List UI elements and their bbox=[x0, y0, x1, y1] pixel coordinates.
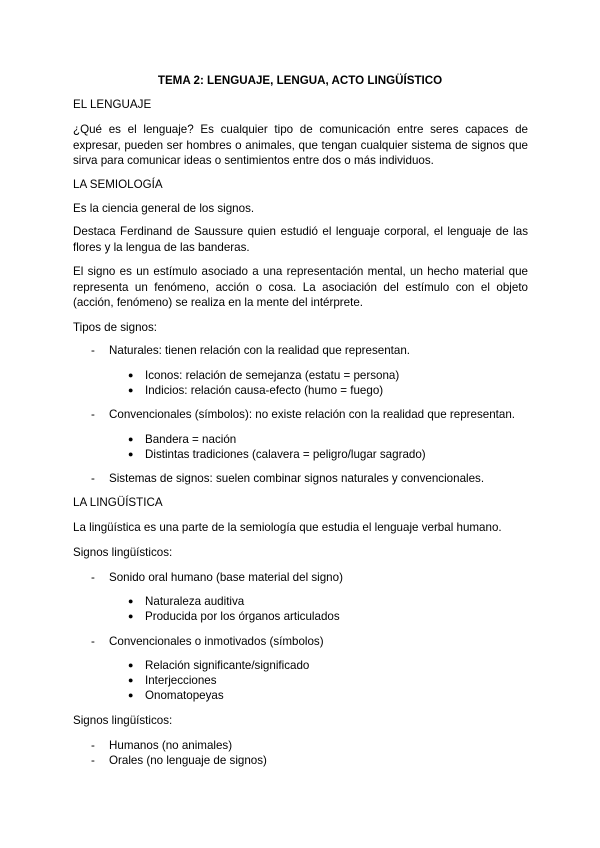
types-label: Tipos de signos: bbox=[73, 321, 157, 334]
para-saussure: Destaca Ferdinand de Saussure quien estudió el lenguaje corporal, el lenguaje de las flores y la lengua de las banderas. bbox=[73, 225, 528, 254]
item-interjecciones: Interjecciones bbox=[145, 674, 217, 687]
page-title: TEMA 2: LENGUAJE, LENGUA, ACTO LINGÜÍSTICO bbox=[157, 74, 443, 87]
bullet-marker: ● bbox=[128, 596, 134, 606]
dash-marker: - bbox=[91, 408, 95, 421]
dash-marker: - bbox=[91, 472, 95, 485]
bullet-marker: ● bbox=[128, 449, 134, 459]
item-producida: Producida por los órganos articulados bbox=[145, 610, 340, 623]
item-tradiciones: Distintas tradiciones (calavera = peligro/lugar sagrado) bbox=[145, 448, 426, 461]
item-convencionales: Convencionales (símbolos): no existe relación con la realidad que representan. bbox=[109, 408, 516, 421]
item-iconos: Iconos: relación de semejanza (estatu = persona) bbox=[145, 369, 400, 382]
item-naturaleza: Naturaleza auditiva bbox=[145, 595, 245, 608]
label-signos-2: Signos lingüísticos: bbox=[73, 714, 173, 727]
para-semiologia-def: Es la ciencia general de los signos. bbox=[73, 202, 255, 215]
bullet-marker: ● bbox=[128, 675, 134, 685]
item-onomatopeyas: Onomatopeyas bbox=[145, 689, 224, 702]
heading-linguistica: LA LINGÜÍSTICA bbox=[73, 496, 163, 509]
dash-marker: - bbox=[91, 635, 95, 648]
bullet-marker: ● bbox=[128, 611, 134, 621]
item-sistemas: Sistemas de signos: suelen combinar signos naturales y convencionales. bbox=[109, 472, 485, 485]
bullet-marker: ● bbox=[128, 434, 134, 444]
bullet-marker: ● bbox=[128, 385, 134, 395]
item-relacion: Relación significante/significado bbox=[145, 659, 310, 672]
dash-marker: - bbox=[91, 571, 95, 584]
label-signos-1: Signos lingüísticos: bbox=[73, 546, 173, 559]
para-linguistica: La lingüística es una parte de la semiología que estudia el lenguaje verbal humano. bbox=[73, 521, 502, 534]
item-sonido: Sonido oral humano (base material del signo) bbox=[109, 571, 343, 584]
item-bandera: Bandera = nación bbox=[145, 433, 237, 446]
item-humanos: Humanos (no animales) bbox=[109, 739, 233, 752]
bullet-marker: ● bbox=[128, 660, 134, 670]
para-lenguaje: ¿Qué es el lenguaje? Es cualquier tipo de comunicación entre seres capaces de expresar, pueden ser hombres o animales, que tengan cualquier sistema de signos que sirva para comunicar ideas o sentimientos entre dos o más individuos. bbox=[73, 123, 528, 167]
item-indicios: Indicios: relación causa-efecto (humo = fuego) bbox=[145, 384, 384, 397]
dash-marker: - bbox=[91, 754, 95, 767]
dash-marker: - bbox=[91, 344, 95, 357]
item-orales: Orales (no lenguaje de signos) bbox=[109, 754, 267, 767]
bullet-marker: ● bbox=[128, 690, 134, 700]
item-convencionales-ling: Convencionales o inmotivados (símbolos) bbox=[109, 635, 324, 648]
para-signo: El signo es un estímulo asociado a una representación mental, un hecho material que representa un fenómeno, acción o cosa. La asociación del estímulo con el objeto (acción, fenómeno) se realiza en la mente del intérprete. bbox=[73, 265, 528, 309]
dash-marker: - bbox=[91, 739, 95, 752]
heading-semiologia: LA SEMIOLOGÍA bbox=[73, 178, 163, 191]
heading-lenguaje: EL LENGUAJE bbox=[73, 98, 152, 111]
item-naturales: Naturales: tienen relación con la realidad que representan. bbox=[109, 344, 410, 357]
bullet-marker: ● bbox=[128, 370, 134, 380]
